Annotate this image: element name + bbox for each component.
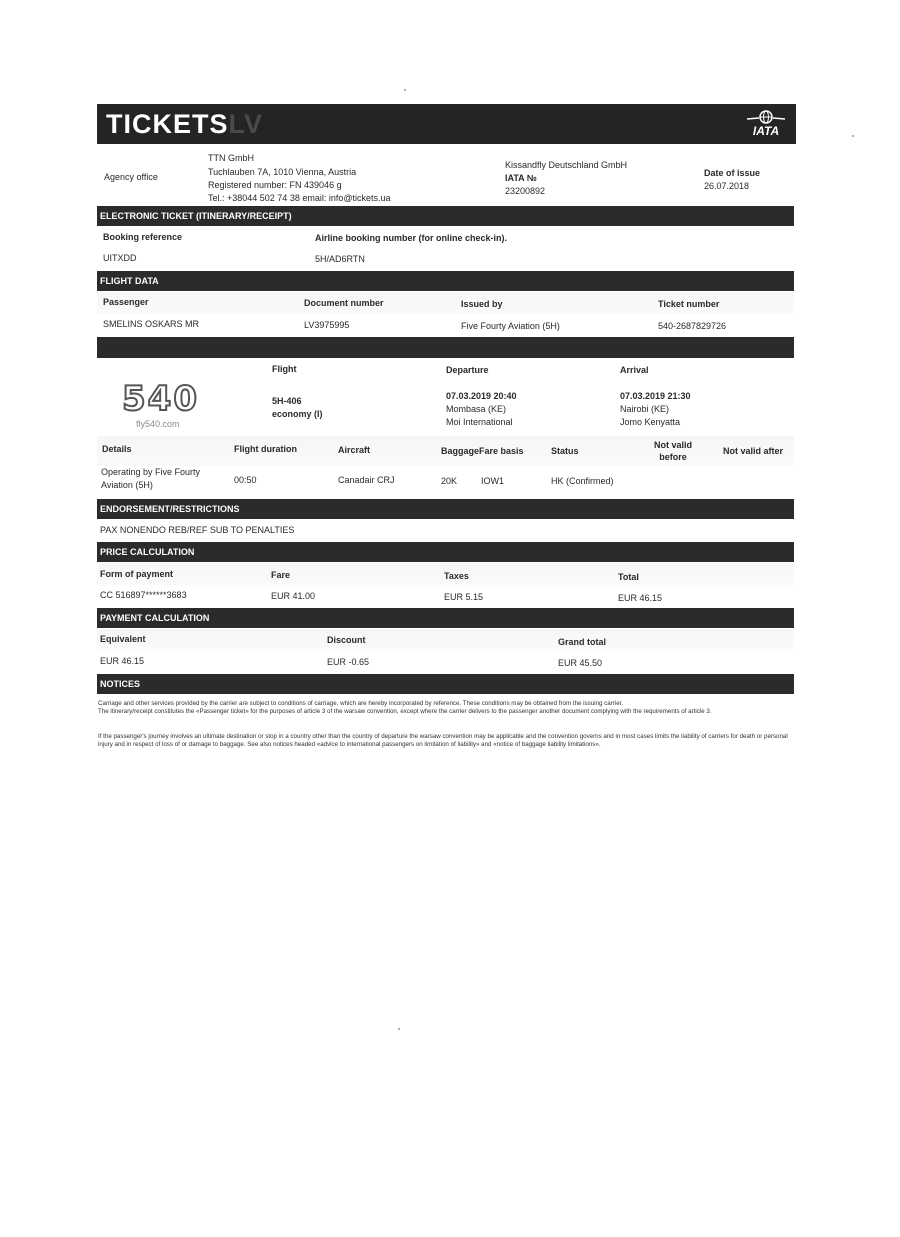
arrival-datetime: 07.03.2019 21:30 <box>620 391 691 401</box>
issued-by-value: Five Fourty Aviation (5H) <box>461 321 560 331</box>
iata-logo-text: IATA <box>752 124 780 138</box>
equivalent-label: Equivalent <box>100 634 146 644</box>
document-number-label: Document number <box>304 298 384 308</box>
details-value-line-2: Aviation (5H) <box>101 480 153 490</box>
issued-by-label: Issued by <box>461 299 503 309</box>
total-value: EUR 46.15 <box>618 593 663 603</box>
not-valid-before-label <box>654 439 692 463</box>
tickets-logo-suffix: LV <box>228 109 264 139</box>
not-valid-before-line-2: before <box>659 452 687 462</box>
globe-icon <box>745 109 787 125</box>
airline-booking-label: Airline booking number (for online check-in). <box>315 233 508 243</box>
fare-label: Fare <box>271 570 291 580</box>
section-payment <box>97 608 794 628</box>
taxes-label: Taxes <box>444 571 469 581</box>
section-price-title: PRICE CALCULATION <box>100 547 195 557</box>
baggage-value: 20K <box>441 476 458 486</box>
section-flight-data <box>97 271 794 291</box>
arrival-label: Arrival <box>620 365 649 375</box>
arrival-airport: Jomo Kenyatta <box>620 417 681 427</box>
airline-logo-number: 540 <box>122 379 199 419</box>
departure-label: Departure <box>446 365 489 375</box>
agency-line-2: Tuchlauben 7A, 1010 Vienna, Austria <box>208 167 357 177</box>
section-flight-data-title: FLIGHT DATA <box>100 276 159 286</box>
scan-speck <box>852 135 854 137</box>
payment-header-row <box>97 629 794 651</box>
section-notices <box>97 674 794 694</box>
airline-booking-value: 5H/AD6RTN <box>315 254 365 264</box>
discount-label: Discount <box>327 635 366 645</box>
iata-number-value: 23200892 <box>505 186 546 196</box>
flight-number: 5H-406 <box>272 396 302 406</box>
airline-logo <box>118 381 204 433</box>
total-label: Total <box>618 572 639 582</box>
agency-line-4: Tel.: +38044 502 74 38 email: info@tickets.ua <box>208 193 391 203</box>
section-endorsement-title: ENDORSEMENT/RESTRICTIONS <box>100 504 240 514</box>
flight-duration-label: Flight duration <box>234 444 297 454</box>
fare-basis-value: IOW1 <box>481 476 505 486</box>
document-number-value: LV3975995 <box>304 320 350 330</box>
scan-speck <box>398 1028 400 1030</box>
booking-ref-value: UITXDD <box>103 253 137 263</box>
equivalent-value: EUR 46.15 <box>100 656 145 666</box>
baggage-fare-basis-label: BaggageFare basis <box>441 446 524 456</box>
departure-datetime: 07.03.2019 20:40 <box>446 391 517 401</box>
notice-paragraph-2: The itinerary/receipt constitutes the «Passenger ticket» for the purposes of article 3 of the warsaw convention, except where the carrier delivers to the passenger another document complying with the requirements of article 3. <box>98 708 712 715</box>
agency-label: Agency office <box>104 172 158 182</box>
ticket-number-value: 540-2687829726 <box>658 321 727 331</box>
flight-separator-bar <box>97 337 794 358</box>
tickets-logo-main: TICKETS <box>106 109 229 139</box>
taxes-value: EUR 5.15 <box>444 592 484 602</box>
form-of-payment-value: CC 516897******3683 <box>100 590 187 600</box>
ticket-number-label: Ticket number <box>658 299 720 309</box>
section-price <box>97 542 794 562</box>
section-endorsement <box>97 499 794 519</box>
departure-city: Mombasa (KE) <box>446 404 507 414</box>
not-valid-after-label: Not valid after <box>723 446 784 456</box>
endorsement-text: PAX NONENDO REB/REF SUB TO PENALTIES <box>100 525 295 535</box>
grand-total-value: EUR 45.50 <box>558 658 603 668</box>
aircraft-value: Canadair CRJ <box>338 475 395 485</box>
scan-speck <box>404 89 406 91</box>
issue-date-label: Date of issue <box>704 168 761 178</box>
tickets-logo <box>106 109 263 139</box>
passenger-label: Passenger <box>103 297 149 307</box>
details-value-line-1: Operating by Five Fourty <box>101 467 201 477</box>
not-valid-before-line-1: Not valid <box>654 440 693 450</box>
departure-airport: Moi International <box>446 417 513 427</box>
iata-number-label: IATA № <box>505 173 537 183</box>
header-banner <box>97 104 796 144</box>
flight-label: Flight <box>272 364 297 374</box>
arrival-city: Nairobi (KE) <box>620 404 670 414</box>
agency-line-1: TTN GmbH <box>208 153 254 163</box>
section-notices-title: NOTICES <box>100 679 141 689</box>
section-eticket <box>97 206 794 226</box>
issue-date-value: 26.07.2018 <box>704 181 750 191</box>
flight-cabin: economy (I) <box>272 409 323 419</box>
aircraft-label: Aircraft <box>338 445 371 455</box>
airline-logo-site: fly540.com <box>136 419 180 429</box>
iata-logo <box>745 109 787 141</box>
form-of-payment-label: Form of payment <box>100 569 174 579</box>
notice-paragraph-1: Carriage and other services provided by the carrier are subject to conditions of carriage, which are hereby incorporated by reference. These conditions may be obtained from the issuing carrier. <box>98 700 624 707</box>
agency-line-3: Registered number: FN 439046 g <box>208 180 342 190</box>
flight-duration-value: 00:50 <box>234 475 257 485</box>
section-eticket-title: ELECTRONIC TICKET (ITINERARY/RECEIPT) <box>100 211 292 221</box>
section-payment-title: PAYMENT CALCULATION <box>100 613 210 623</box>
status-value: HK (Confirmed) <box>551 476 614 486</box>
booking-ref-label: Booking reference <box>103 232 183 242</box>
status-label: Status <box>551 446 579 456</box>
notice-paragraph-3: If the passenger's journey involves an ultimate destination or stop in a country other than the country of departure the warsaw convention may be applicable and the convention governs and in most cases limits the liability of carriers for death or personal injury and in respect of loss of or damage to baggage. See also notices headed «advice to international passengers on limitation of liability» and «notice of baggage liability limitations». <box>98 733 788 749</box>
grand-total-label: Grand total <box>558 637 607 647</box>
agency-company: Kissandfly Deutschland GmbH <box>505 160 628 170</box>
passenger-value: SMELINS OSKARS MR <box>103 319 200 329</box>
details-label: Details <box>102 444 132 454</box>
fare-value: EUR 41.00 <box>271 591 316 601</box>
discount-value: EUR -0.65 <box>327 657 370 667</box>
